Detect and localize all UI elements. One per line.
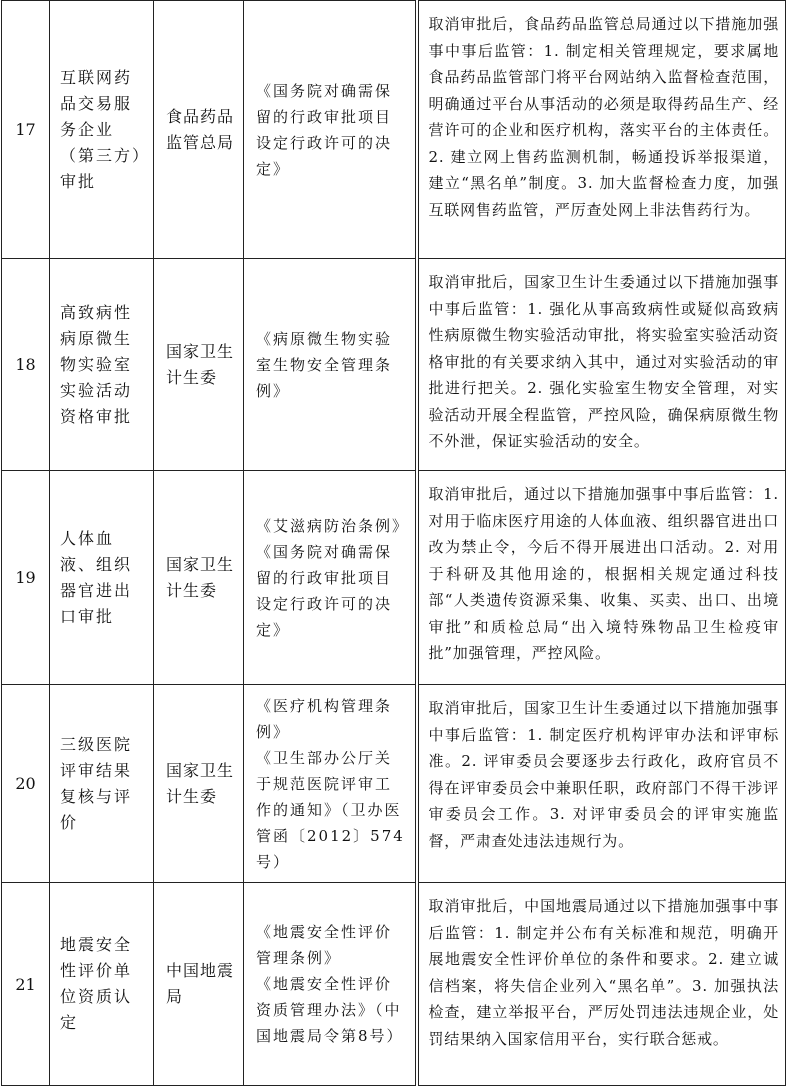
implementing-department: 中国地震局 bbox=[154, 883, 244, 1086]
supervision-measures: 取消审批后，国家卫生计生委通过以下措施加强事中事后监管：1. 制定医疗机构评审办法和评审标准。2. 评审委员会要逐步去行政化，政府官员不得在评审委员会中兼职任职，政府部门不得干涉评审委员会工作。3. 对评审委员会的评审实施监督，严肃查处违法违规行为。 bbox=[417, 685, 786, 883]
legal-basis bbox=[244, 471, 417, 685]
row-number: 20 bbox=[2, 685, 50, 883]
row-number: 18 bbox=[2, 259, 50, 471]
supervision-measures: 取消审批后，国家卫生计生委通过以下措施加强事中事后监管：1. 强化从事高致病性或疑似高致病性病原微生物实验活动审批，将实验室实验活动资格审批的有关要求纳入其中，通过对实验活动的审批进行把关。2. 强化实验室生物安全管理，对实验活动开展全程监管，严控风险，确保病原微生物不外泄，保证实验活动的安全。 bbox=[417, 259, 786, 471]
legal-basis-entry: 《艾滋病防治条例》 bbox=[256, 516, 410, 535]
approval-item-name: 三级医院评审结果复核与评价 bbox=[50, 685, 154, 883]
table-row bbox=[2, 685, 786, 883]
approval-item-name: 地震安全性评价单位资质认定 bbox=[50, 883, 154, 1086]
legal-basis bbox=[244, 1, 417, 259]
table-row bbox=[2, 1, 786, 259]
implementing-department: 国家卫生计生委 bbox=[154, 259, 244, 471]
legal-basis bbox=[244, 883, 417, 1086]
implementing-department: 国家卫生计生委 bbox=[154, 685, 244, 883]
row-number: 19 bbox=[2, 471, 50, 685]
supervision-measures: 取消审批后，中国地震局通过以下措施加强事中事后监管：1. 制定并公布有关标准和规范，明确开展地震安全性评价单位的条件和要求。2. 建立诚信档案，将失信企业列入“黑名单”。3. 加强执法检查，建立举报平台，严厉处罚违法违规企业，处罚结果纳入国家信用平台，实行联合惩戒。 bbox=[417, 883, 786, 1086]
supervision-measures: 取消审批后，食品药品监管总局通过以下措施加强事中事后监管：1. 制定相关管理规定，要求属地食品药品监管部门将平台网站纳入监督检查范围，明确通过平台从事活动的必须是取得药品生产、经营许可的企业和医疗机构，落实平台的主体责任。2. 建立网上售药监测机制，畅通投诉举报渠道，建立“黑名单”制度。3. 加大监督检查力度，加强互联网售药监管，严厉查处网上非法售药行为。 bbox=[417, 1, 786, 259]
table-row bbox=[2, 259, 786, 471]
legal-basis bbox=[244, 685, 417, 883]
legal-basis-entry: 《卫生部办公厅关于规范医院评审工作的通知》（卫办医管函〔2012〕574号） bbox=[256, 748, 405, 871]
legal-basis-entry: 《医疗机构管理条例》 bbox=[256, 696, 393, 741]
legal-basis-entry: 《国务院对确需保留的行政审批项目设定行政许可的决定》 bbox=[256, 81, 393, 178]
supervision-measures: 取消审批后，通过以下措施加强事中事后监管：1. 对用于临床医疗用途的人体血液、组织器官进出口改为禁止令，今后不得开展进出口活动。2. 对用于科研及其他用途的，根据相关规定通过科技部“人类遗传资源采集、收集、买卖、出口、出境审批”和质检总局“出入境特殊物品卫生检疫审批”加强管理，严控风险。 bbox=[417, 471, 786, 685]
row-number: 21 bbox=[2, 883, 50, 1086]
legal-basis-entry: 《地震安全性评价管理条例》 bbox=[256, 923, 393, 967]
legal-basis bbox=[244, 259, 417, 471]
approval-item-name: 高致病性病原微生物实验室实验活动资格审批 bbox=[50, 259, 154, 471]
row-number: 17 bbox=[2, 1, 50, 259]
legal-basis-entry: 《国务院对确需保留的行政审批项目设定行政许可的决定》 bbox=[256, 542, 393, 639]
implementing-department: 国家卫生计生委 bbox=[154, 471, 244, 685]
legal-basis-entry: 《地震安全性评价资质管理办法》（中国地震局令第8号） bbox=[256, 975, 404, 1045]
approval-items-table bbox=[1, 0, 786, 1086]
implementing-department: 食品药品监管总局 bbox=[154, 1, 244, 259]
approval-item-name: 人体血液、组织器官进出口审批 bbox=[50, 471, 154, 685]
approval-item-name: 互联网药品交易服务企业（第三方）审批 bbox=[50, 1, 154, 259]
legal-basis-entry: 《病原微生物实验室生物安全管理条例》 bbox=[256, 329, 393, 400]
table-row bbox=[2, 883, 786, 1086]
table-row bbox=[2, 471, 786, 685]
